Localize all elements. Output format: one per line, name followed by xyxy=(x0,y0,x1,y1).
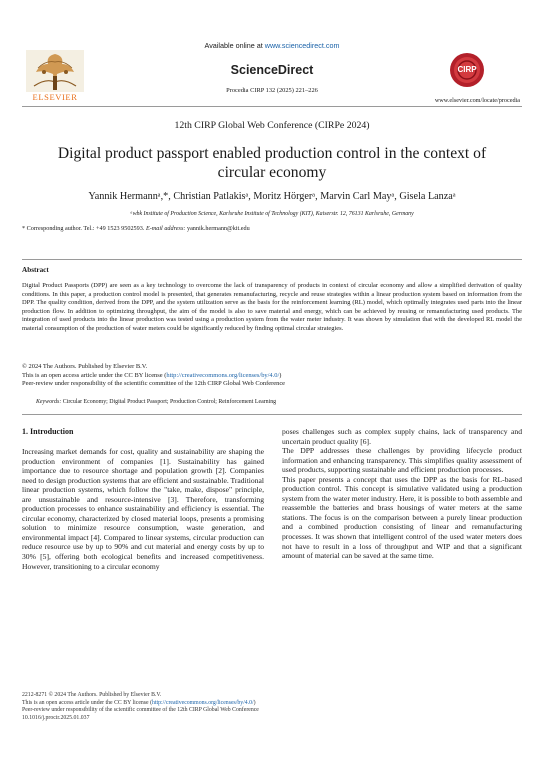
author-list: Yannik Hermannᵃ,*, Christian Patlakisᵃ, Moritz Hörgerᵃ, Marvin Carl Mayᵃ, Gisela Lanzaᵃ xyxy=(88,191,456,202)
conference-name: 12th CIRP Global Web Conference (CIRPe 2024) xyxy=(174,120,370,131)
abstract-license-link[interactable]: http://creativecommons.org/licenses/by/4.0/ xyxy=(166,371,280,379)
footer-license-prefix: This is an open access article under the CC BY license ( xyxy=(22,699,153,706)
keywords-value: Circular Economy; Digital Product Passport; Production Control; Reinforcement Learning xyxy=(61,399,277,405)
email-label: E-mail address: xyxy=(145,225,186,232)
footer-license xyxy=(22,700,522,708)
intro-right-paragraph-2: The DPP addresses these challenges by providing lifecycle product information and enhancing transparency. This simplifies quality assessment of used products, supporting sustainable and efficient production processes. xyxy=(282,446,522,475)
elsevier-wordmark: ELSEVIER xyxy=(32,92,78,102)
abstract-license-suffix: ) xyxy=(279,371,282,379)
footer-notice xyxy=(22,692,522,722)
intro-right-paragraph-3: This paper presents a concept that uses the DPP as the basis for RL-based production control. This concept is simulative validated using a production system from the water meter industry. Here, it is possible to both assemble and reassemble the batteries and brass housings of water meters at the same stations. The focus is on the comparison between a purely linear production and a combined production consisting of linear and remanufacturing processes. It was shown that intelligent control of the used water meters does not have to result in a loss of throughput and WIP and that a significant amount of material can be saved at the same time. xyxy=(282,474,522,561)
abstract-copyright: © 2024 The Authors. Published by Elsevier B.V. xyxy=(22,363,148,370)
footer-license-link[interactable]: http://creativecommons.org/licenses/by/4.0/ xyxy=(152,699,254,706)
corresponding-email[interactable]: yannik.hermann@kit.edu xyxy=(185,225,250,232)
cirp-logo xyxy=(449,52,485,88)
footer-issn: 2212-8271 © 2024 The Authors. Published by Elsevier B.V. xyxy=(22,692,162,698)
abstract-license xyxy=(22,372,522,381)
paper-title: Digital product passport enabled production control in the context of circular economy xyxy=(57,145,487,181)
introduction-heading: 1. Introduction xyxy=(22,427,74,436)
corresponding-author xyxy=(22,225,502,232)
footer-peer-review: Peer-review under responsibility of the scientific committee of the 12th CIRP Global Web Conference xyxy=(22,707,259,713)
abstract-bottom-rule xyxy=(22,414,522,415)
intro-left-paragraph: Increasing market demands for cost, quality and sustainability are shaping the production environment of companies [1]. Sustainability has gained importance due to resource shortage and population growth [2]. Companies need to design production systems that are efficient and sustainable. Traditional linear production systems, which follow the "take, make, dispose" principle, are unsustainable and resource-intensive [3]. Therefore, transforming production processes to enhance sustainability and efficiency is essential. The circular economy, characterized by closed material loops, presents a promising solution to minimize resource consumption, waste generation, and environmental impact [4]. Compared to linear systems, circular production can reduce resource use by up to 90% and cut material and energy costs by up to 30% [5], offering both ecological benefits and increased competitiveness. However, transitioning to a circular economy xyxy=(22,447,264,571)
abstract-license-prefix: This is an open access article under the CC BY license ( xyxy=(22,371,167,379)
header-rule xyxy=(22,106,522,107)
intro-right-column xyxy=(282,427,522,561)
footer-doi: 10.1016/j.procir.2025.01.037 xyxy=(22,714,90,721)
affiliation: ᵃwbk Institute of Production Science, Karlsruhe Institute of Technology (KIT), Kaiserstr. 12, 76131 Karlsruhe, Germany xyxy=(130,211,414,217)
intro-left-column xyxy=(22,447,264,571)
available-online-line xyxy=(0,41,544,50)
abstract-heading: Abstract xyxy=(22,266,49,274)
sciencedirect-link[interactable]: www.sciencedirect.com xyxy=(264,41,340,50)
available-online-prefix: Available online at xyxy=(204,41,265,50)
journal-reference: Procedia CIRP 132 (2025) 221–226 xyxy=(226,87,318,94)
intro-right-paragraph-1: poses challenges such as complex supply chains, lack of transparency and uncertain product quality [6]. xyxy=(282,427,522,446)
abstract-top-rule xyxy=(22,259,522,260)
keywords-label: Keywords: xyxy=(36,399,62,405)
footer-license-suffix: ) xyxy=(253,699,256,706)
corresponding-prefix: * Corresponding author. Tel.: +49 1523 9502593. xyxy=(22,225,146,232)
cirp-logo-text: CIRP xyxy=(457,65,477,74)
keywords-line xyxy=(36,399,516,405)
journal-homepage[interactable]: www.elsevier.com/locate/procedia xyxy=(434,97,520,104)
abstract-peer-review: Peer-review under responsibility of the scientific committee of the 12th CIRP Global Web Conference xyxy=(22,380,286,387)
sciencedirect-brand: ScienceDirect xyxy=(230,63,314,77)
abstract-text: Digital Product Passports (DPP) are seen as a key technology to overcome the lack of transparency of products in context of circular economy and allow a simplified derivation of quality conditions. In this paper, a production control model is presented, that generates remanufacturing, recycle and reuse strategies within a linear production system based on information from the DPP. The quality condition, derived from the DPP, and the system utilization serve as the basis for the reinforcement learning (RL) model, which optimally integrates used parts into the linear production flow. In addition to optimizing throughput, the aim of the model is also to save material and energy, which can be achieved by reusing or remanufacturing used products. The integration of used products into the linear production was tested using a production system from the water meter industry. It was shown by simulation that with the developed RL model the material consumption of the production of water meters could be significantly reduced by finding optimal circular strategies. xyxy=(22,282,522,332)
